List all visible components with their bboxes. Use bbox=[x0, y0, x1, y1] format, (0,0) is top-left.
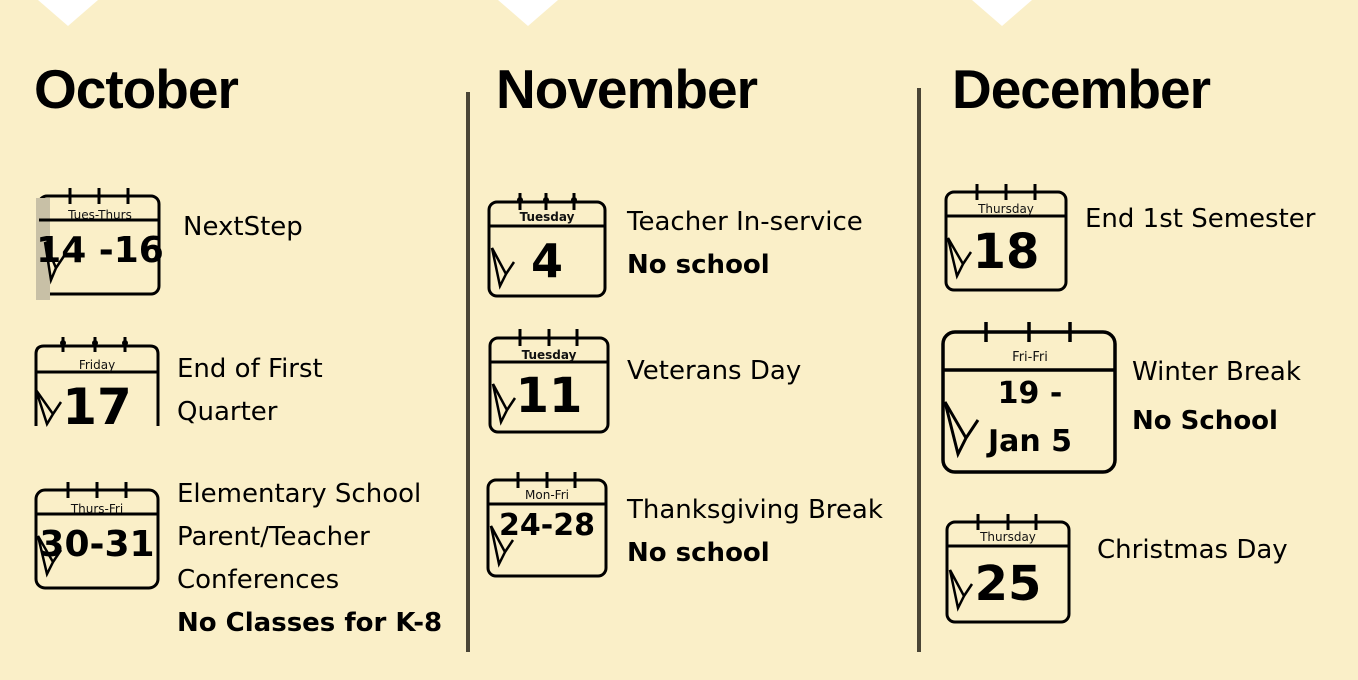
calendar-day-label: Thurs-Fri bbox=[70, 502, 124, 516]
calendar-date: 14 -16 bbox=[36, 230, 164, 271]
calendar-day-label: Tuesday bbox=[519, 210, 575, 224]
calendar-icon bbox=[944, 512, 1072, 626]
event-description bbox=[1097, 529, 1288, 572]
calendar-date: 11 bbox=[515, 368, 583, 424]
month-title-october: October bbox=[34, 58, 238, 120]
event-description-line: Teacher In-service bbox=[627, 207, 863, 237]
event-description-line: Quarter bbox=[177, 397, 278, 427]
event-note: No Classes for K-8 bbox=[177, 608, 443, 638]
event-description bbox=[177, 473, 442, 645]
column-divider bbox=[466, 92, 470, 652]
calendar-date: 25 bbox=[974, 556, 1042, 612]
event-note: No school bbox=[627, 538, 770, 568]
calendar-day-label: Thursday bbox=[978, 202, 1034, 216]
event-description-line: Conferences bbox=[177, 565, 340, 595]
top-notch bbox=[38, 0, 98, 26]
calendar-icon bbox=[36, 186, 164, 298]
calendar-day-label: Tues-Thurs bbox=[68, 208, 132, 222]
calendar-date-line-2: Jan 5 bbox=[987, 424, 1073, 459]
event-description-line: End of First bbox=[177, 354, 323, 384]
calendar-day-label: Friday bbox=[78, 358, 116, 372]
calendar-day-label: Tuesday bbox=[521, 348, 577, 362]
column-divider bbox=[917, 88, 921, 652]
calendar-icon bbox=[485, 470, 609, 580]
event-description-line: End 1st Semester bbox=[1085, 204, 1316, 234]
month-title-november: November bbox=[496, 58, 757, 120]
event-description bbox=[183, 206, 303, 249]
event-description-line: Veterans Day bbox=[627, 356, 802, 386]
event-description bbox=[627, 489, 883, 575]
top-notch bbox=[972, 0, 1032, 26]
event-note: No School bbox=[1132, 406, 1278, 436]
event-description bbox=[627, 201, 863, 287]
month-title-december: December bbox=[952, 58, 1210, 120]
event-description bbox=[1132, 351, 1301, 443]
event-description-line: Winter Break bbox=[1132, 357, 1301, 387]
event-description bbox=[1085, 198, 1315, 241]
calendar-icon bbox=[940, 320, 1120, 476]
calendar-icon bbox=[33, 334, 161, 436]
event-description bbox=[627, 350, 801, 393]
calendar-date-line-1: 19 - bbox=[997, 376, 1063, 411]
event-description-line: NextStep bbox=[183, 212, 303, 242]
calendar-date: 4 bbox=[530, 234, 563, 288]
event-note: No school bbox=[627, 250, 770, 280]
calendar-day-label: Fri-Fri bbox=[1012, 350, 1048, 365]
event-description-line: Elementary School bbox=[177, 479, 422, 509]
calendar-date: 18 bbox=[972, 224, 1040, 280]
event-description-line: Christmas Day bbox=[1097, 535, 1288, 565]
top-notch bbox=[498, 0, 558, 26]
event-description-line: Parent/Teacher bbox=[177, 522, 370, 552]
calendar-icon bbox=[33, 480, 161, 592]
calendar-icon bbox=[486, 190, 608, 300]
calendar-icon bbox=[487, 326, 611, 436]
calendar-date: 24-28 bbox=[499, 508, 595, 543]
event-description bbox=[177, 348, 323, 434]
calendar-day-label: Thursday bbox=[980, 530, 1036, 544]
calendar-date: 17 bbox=[62, 378, 132, 436]
calendar-date: 30-31 bbox=[39, 524, 155, 565]
calendar-day-label: Mon-Fri bbox=[525, 488, 569, 502]
calendar-icon bbox=[943, 182, 1069, 294]
event-description-line: Thanksgiving Break bbox=[627, 495, 883, 525]
